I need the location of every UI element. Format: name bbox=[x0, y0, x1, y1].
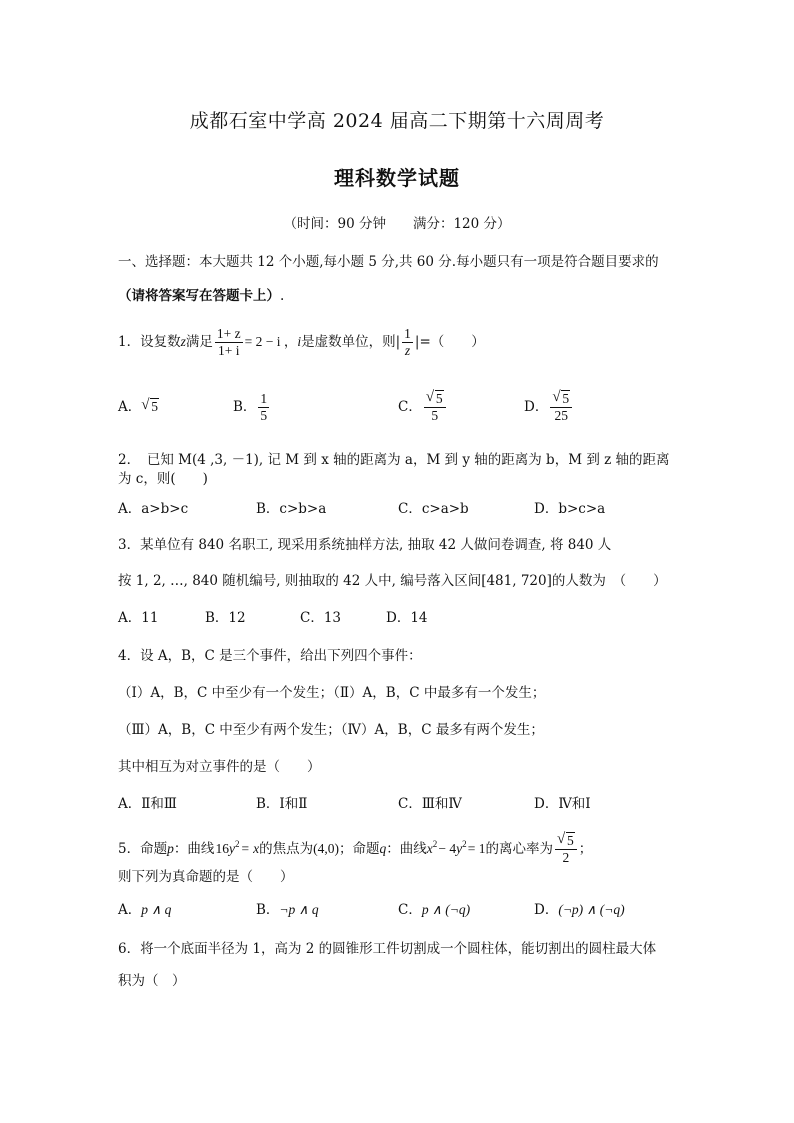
q5-option-c: C．p ∧ (¬q) bbox=[398, 902, 471, 918]
subject-title: 理科数学试题 bbox=[334, 166, 460, 190]
question-5-line1: 5．命题p：曲线 $16y^2$ = x的焦点为(4,0)；命题q：曲线$x^2$ − $4y^2$ = 1的离心率为 √ 5 2 ； bbox=[118, 831, 593, 865]
q1-fraction: $\frac{1+ z}{1+ i}$ bbox=[216, 326, 241, 358]
question-3-line2: 按 1, 2, …, 840 随机编号, 则抽取的 42 人中, 编号落入区间[481, 720]的人数为 （ ） bbox=[118, 573, 667, 589]
question-4-line2: （Ⅰ）A，B，C 中至少有一个发生；（Ⅱ）A，B，C 中最多有一个发生； bbox=[118, 685, 546, 701]
question-4-line4: 其中相互为对立事件的是（ ） bbox=[118, 759, 321, 775]
section-heading: 一、选择题：本大题共 12 个小题,每小题 5 分,共 60 分.每小题只有一项是符合题目要求的 bbox=[118, 254, 659, 270]
q3-option-a: A．11 bbox=[118, 610, 159, 626]
section-note-tail: . bbox=[280, 288, 285, 304]
q1-option-c: C． √ 5 5 bbox=[398, 388, 448, 426]
q5-option-a: A．p ∧ q bbox=[118, 902, 172, 918]
question-3-line1: 3．某单位有 840 名职工, 现采用系统抽样方法, 抽取 42 人做问卷调查, 将 840 人 bbox=[118, 537, 612, 553]
q1-option-a: A． √ 5 bbox=[118, 388, 159, 426]
sqrt-symbol: √ 5 bbox=[141, 397, 158, 414]
question-4-line3: （Ⅲ）A，B，C 中至少有两个发生；（Ⅳ）A，B，C 最多有两个发生； bbox=[118, 722, 544, 738]
q5-option-d: D．(¬p) ∧ (¬q) bbox=[534, 902, 625, 918]
question-1: 1．设复数z满足 $\frac{1+ z}{1+ i}$ = 2 − i ，i是虚数单位，则| $\frac{1}{z}$ |=（ ） bbox=[118, 326, 485, 358]
q4-option-d: D．Ⅳ和Ⅰ bbox=[534, 796, 591, 812]
q3-option-b: B．12 bbox=[205, 610, 246, 626]
exam-info: （时间：90 分钟 满分：120 分） bbox=[283, 216, 511, 232]
school-title: 成都石室中学高 2024 届高二下期第十六周周考 bbox=[189, 110, 605, 132]
q1-inverse-fraction: $\frac{1}{z}$ bbox=[404, 326, 411, 358]
question-4-line1: 4．设 A，B，C 是三个事件，给出下列四个事件： bbox=[118, 648, 422, 664]
q2-option-d: D．b>c>a bbox=[534, 501, 606, 517]
question-2-line1: 2． 已知 M(4 ,3, －1), 记 M 到 x 轴的距离为 a，M 到 y 轴的距离为 b，M 到 z 轴的距离 bbox=[118, 452, 670, 468]
q1-option-b: B． $\frac{1}{5}$ bbox=[233, 391, 268, 423]
q5-option-b: B．¬p ∧ q bbox=[256, 902, 319, 918]
q2-option-b: B．c>b>a bbox=[256, 501, 327, 517]
question-5-line2: 则下列为真命题的是（ ） bbox=[118, 869, 294, 885]
question-6-line1: 6．将一个底面半径为 1，高为 2 的圆锥形工件切割成一个圆柱体，能切割出的圆柱最大体 bbox=[118, 941, 657, 957]
section-note bbox=[118, 287, 284, 305]
q2-option-c: C．c>a>b bbox=[398, 501, 469, 517]
q2-option-a: A．a>b>c bbox=[118, 501, 189, 517]
section-note-bold: （请将答案写在答题卡上） bbox=[118, 288, 280, 304]
q1-option-d: D． √ 5 25 bbox=[524, 388, 574, 426]
q3-option-c: C．13 bbox=[300, 610, 342, 626]
q4-option-c: C．Ⅲ和Ⅳ bbox=[398, 796, 462, 812]
q3-option-d: D．14 bbox=[386, 610, 428, 626]
eccentricity-fraction: √ 5 2 bbox=[555, 833, 577, 866]
question-6-line2: 积为（ ） bbox=[118, 973, 186, 989]
q4-option-b: B．Ⅰ和Ⅱ bbox=[256, 796, 308, 812]
q4-option-a: A．Ⅱ和Ⅲ bbox=[118, 796, 177, 812]
question-2-line2: 为 c，则( ) bbox=[118, 471, 208, 487]
